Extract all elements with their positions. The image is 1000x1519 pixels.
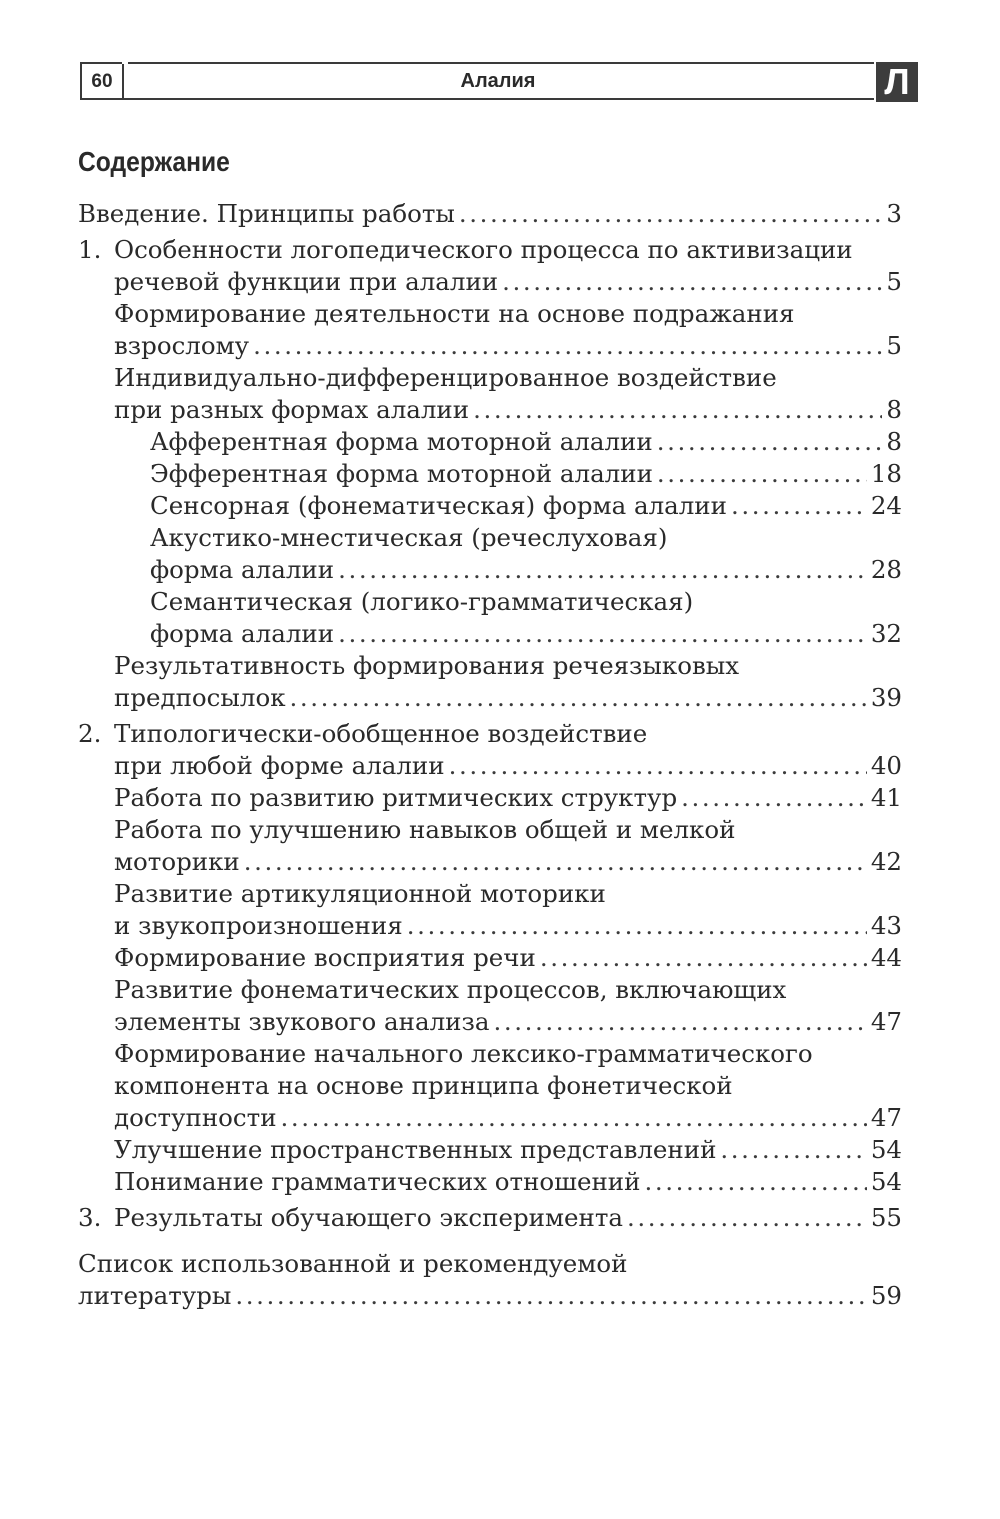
toc-entry-page: 8	[886, 395, 902, 424]
dot-leader	[338, 618, 867, 650]
toc-entry-leader-row	[78, 682, 902, 714]
running-header	[80, 62, 918, 100]
toc-entry-page: 55	[870, 1203, 902, 1232]
toc-entry[interactable]	[78, 650, 902, 714]
toc-entry-title-line: Эфферентная форма моторной алалии	[150, 459, 653, 488]
toc-entry-number: 2.	[78, 719, 102, 748]
toc-entry-page: 40	[870, 751, 902, 780]
toc-entry[interactable]	[78, 362, 902, 426]
toc-entry-number: 3.	[78, 1203, 102, 1232]
publisher-logo-icon: Л	[876, 62, 918, 102]
toc-entry-title-line: форма алалии	[150, 555, 335, 584]
toc-entry[interactable]	[78, 1038, 902, 1134]
toc-entry-title-line: доступности	[114, 1103, 277, 1132]
toc-entry-page: 18	[870, 459, 902, 488]
dot-leader	[720, 1134, 866, 1166]
toc-entry-leader-row	[78, 782, 902, 814]
toc-entry[interactable]	[78, 1202, 902, 1234]
toc-heading: Содержание	[78, 146, 230, 177]
dot-leader	[731, 490, 867, 522]
toc-entry-page: 32	[870, 619, 902, 648]
toc-entry-title-line: при любой форме алалии	[114, 751, 445, 780]
toc-entry-leader-row	[78, 1102, 902, 1134]
toc-entry-title-line: Работа по развитию ритмических структур	[114, 783, 678, 812]
toc-entry-title-line: Список использованной и рекомендуемой	[78, 1249, 628, 1278]
toc-entry-leader-row	[78, 330, 902, 362]
toc-entry[interactable]	[78, 782, 902, 814]
toc-entry-page: 24	[870, 491, 902, 520]
toc-entry-leader-row	[78, 910, 902, 942]
dot-leader	[473, 394, 882, 426]
dot-leader	[657, 426, 883, 458]
toc-entry-title-line: Сенсорная (фонематическая) форма алалии	[150, 491, 727, 520]
dot-leader	[459, 198, 883, 230]
toc-entry-page: 42	[870, 847, 902, 876]
toc-entry[interactable]	[78, 458, 902, 490]
dot-leader	[235, 1280, 866, 1312]
toc-entry-leader-row	[78, 1166, 902, 1198]
toc-entry-title-line: Формирование деятельности на основе подражания	[114, 299, 795, 328]
toc-entry[interactable]	[78, 490, 902, 522]
page-number: 60	[80, 62, 122, 100]
toc-entry-title-line: компонента на основе принципа фонетической	[114, 1071, 733, 1100]
toc-entry-title-line: Типологически-обобщенное воздействие	[114, 719, 648, 748]
toc-entry[interactable]	[78, 234, 902, 298]
toc-entry-leader-row	[78, 266, 902, 298]
toc-entry[interactable]	[78, 974, 902, 1038]
toc-entry-leader-row	[78, 1134, 902, 1166]
toc-entry-page: 43	[870, 911, 902, 940]
toc-entry-leader-row	[78, 1202, 902, 1234]
toc-entry-leader-row	[78, 490, 902, 522]
toc-entry-title-line: речевой функции при алалии	[114, 267, 499, 296]
toc-entry-title-line: Акустико-мнестическая (речеслуховая)	[150, 523, 668, 552]
dot-leader	[502, 266, 882, 298]
toc-entry-leader-row	[78, 942, 902, 974]
toc-entry-page: 5	[886, 331, 902, 360]
dot-leader	[290, 682, 867, 714]
toc-entry-title-line: Афферентная форма моторной алалии	[150, 427, 653, 456]
toc-entry-title-line: Результативность формирования речеязыковых	[114, 651, 740, 680]
toc-entry-leader-row	[78, 554, 902, 586]
toc-entry-page: 54	[870, 1135, 902, 1164]
toc-entry-leader-row	[78, 458, 902, 490]
dot-leader	[493, 1006, 866, 1038]
toc-entry-leader-row	[78, 1280, 902, 1312]
dot-leader	[281, 1102, 867, 1134]
toc-entry-leader-row	[78, 846, 902, 878]
dot-leader	[627, 1202, 867, 1234]
dot-leader	[644, 1166, 866, 1198]
toc-entry-title-line: и звукопроизношения	[114, 911, 403, 940]
dot-leader	[338, 554, 867, 586]
toc-entry-title-line: предпосылок	[114, 683, 286, 712]
toc-entry-title-line: литературы	[78, 1281, 232, 1310]
toc-entry[interactable]	[78, 1134, 902, 1166]
toc-entry-title-line: Работа по улучшению навыков общей и мелкой	[114, 815, 736, 844]
toc-entry[interactable]	[78, 298, 902, 362]
toc-entry-page: 3	[886, 199, 902, 228]
toc-entry[interactable]	[78, 426, 902, 458]
toc-entry[interactable]	[78, 198, 902, 230]
toc-entry-title-line: моторики	[114, 847, 240, 876]
toc-entry-leader-row	[78, 1006, 902, 1038]
toc-entry[interactable]	[78, 522, 902, 586]
toc-entry-leader-row	[78, 618, 902, 650]
toc-entry[interactable]	[78, 1166, 902, 1198]
toc-entry-title-line: форма алалии	[150, 619, 335, 648]
toc-entry-title-line: при разных формах алалии	[114, 395, 470, 424]
dot-leader	[407, 910, 867, 942]
toc-entry-leader-row	[78, 394, 902, 426]
toc-entry[interactable]	[78, 718, 902, 782]
toc-entry-title-line: Введение. Принципы работы	[78, 199, 455, 228]
toc-entry-leader-row	[78, 198, 902, 230]
toc-entry-page: 39	[870, 683, 902, 712]
toc-entry-page: 47	[870, 1007, 902, 1036]
toc-entry-title-line: Понимание грамматических отношений	[114, 1167, 641, 1196]
toc-entry[interactable]	[78, 1248, 902, 1312]
toc-entry-title-line: Результаты обучающего эксперимента	[114, 1203, 624, 1232]
toc-entry-title-line: взрослому	[114, 331, 250, 360]
toc-entry[interactable]	[78, 878, 902, 942]
toc-entry-number: 1.	[78, 235, 102, 264]
toc-entry-leader-row	[78, 426, 902, 458]
toc-entry-title-line: Развитие фонематических процессов, включающих	[114, 975, 787, 1004]
toc-entry-page: 5	[886, 267, 902, 296]
toc-entry-page: 54	[870, 1167, 902, 1196]
toc-entry-page: 47	[870, 1103, 902, 1132]
toc-entry-title-line: Формирование восприятия речи	[114, 943, 536, 972]
dot-leader	[449, 750, 867, 782]
toc-entry[interactable]	[78, 942, 902, 974]
toc-entry-title-line: элементы звукового анализа	[114, 1007, 490, 1036]
dot-leader	[540, 942, 867, 974]
toc-entry[interactable]	[78, 586, 902, 650]
dot-leader	[244, 846, 867, 878]
toc-entry-title-line: Формирование начального лексико-грамматического	[114, 1039, 813, 1068]
toc-entry-page: 8	[886, 427, 902, 456]
table-of-contents	[78, 198, 902, 1312]
dot-leader	[681, 782, 867, 814]
toc-entry-title-line: Семантическая (логико-грамматическая)	[150, 587, 694, 616]
dot-leader	[253, 330, 882, 362]
toc-entry-page: 28	[870, 555, 902, 584]
toc-entry-leader-row	[78, 750, 902, 782]
toc-entry-page: 44	[870, 943, 902, 972]
toc-entry-title-line: Развитие артикуляционной моторики	[114, 879, 606, 908]
toc-entry-title-line: Индивидуально-дифференцированное воздействие	[114, 363, 777, 392]
toc-entry-title-line: Улучшение пространственных представлений	[114, 1135, 717, 1164]
toc-entry-page: 41	[870, 783, 902, 812]
toc-entry[interactable]	[78, 814, 902, 878]
dot-leader	[657, 458, 867, 490]
book-title: Алалия	[460, 70, 536, 92]
toc-entry-title-line: Особенности логопедического процесса по активизации	[114, 235, 853, 264]
toc-entry-page: 59	[870, 1281, 902, 1310]
